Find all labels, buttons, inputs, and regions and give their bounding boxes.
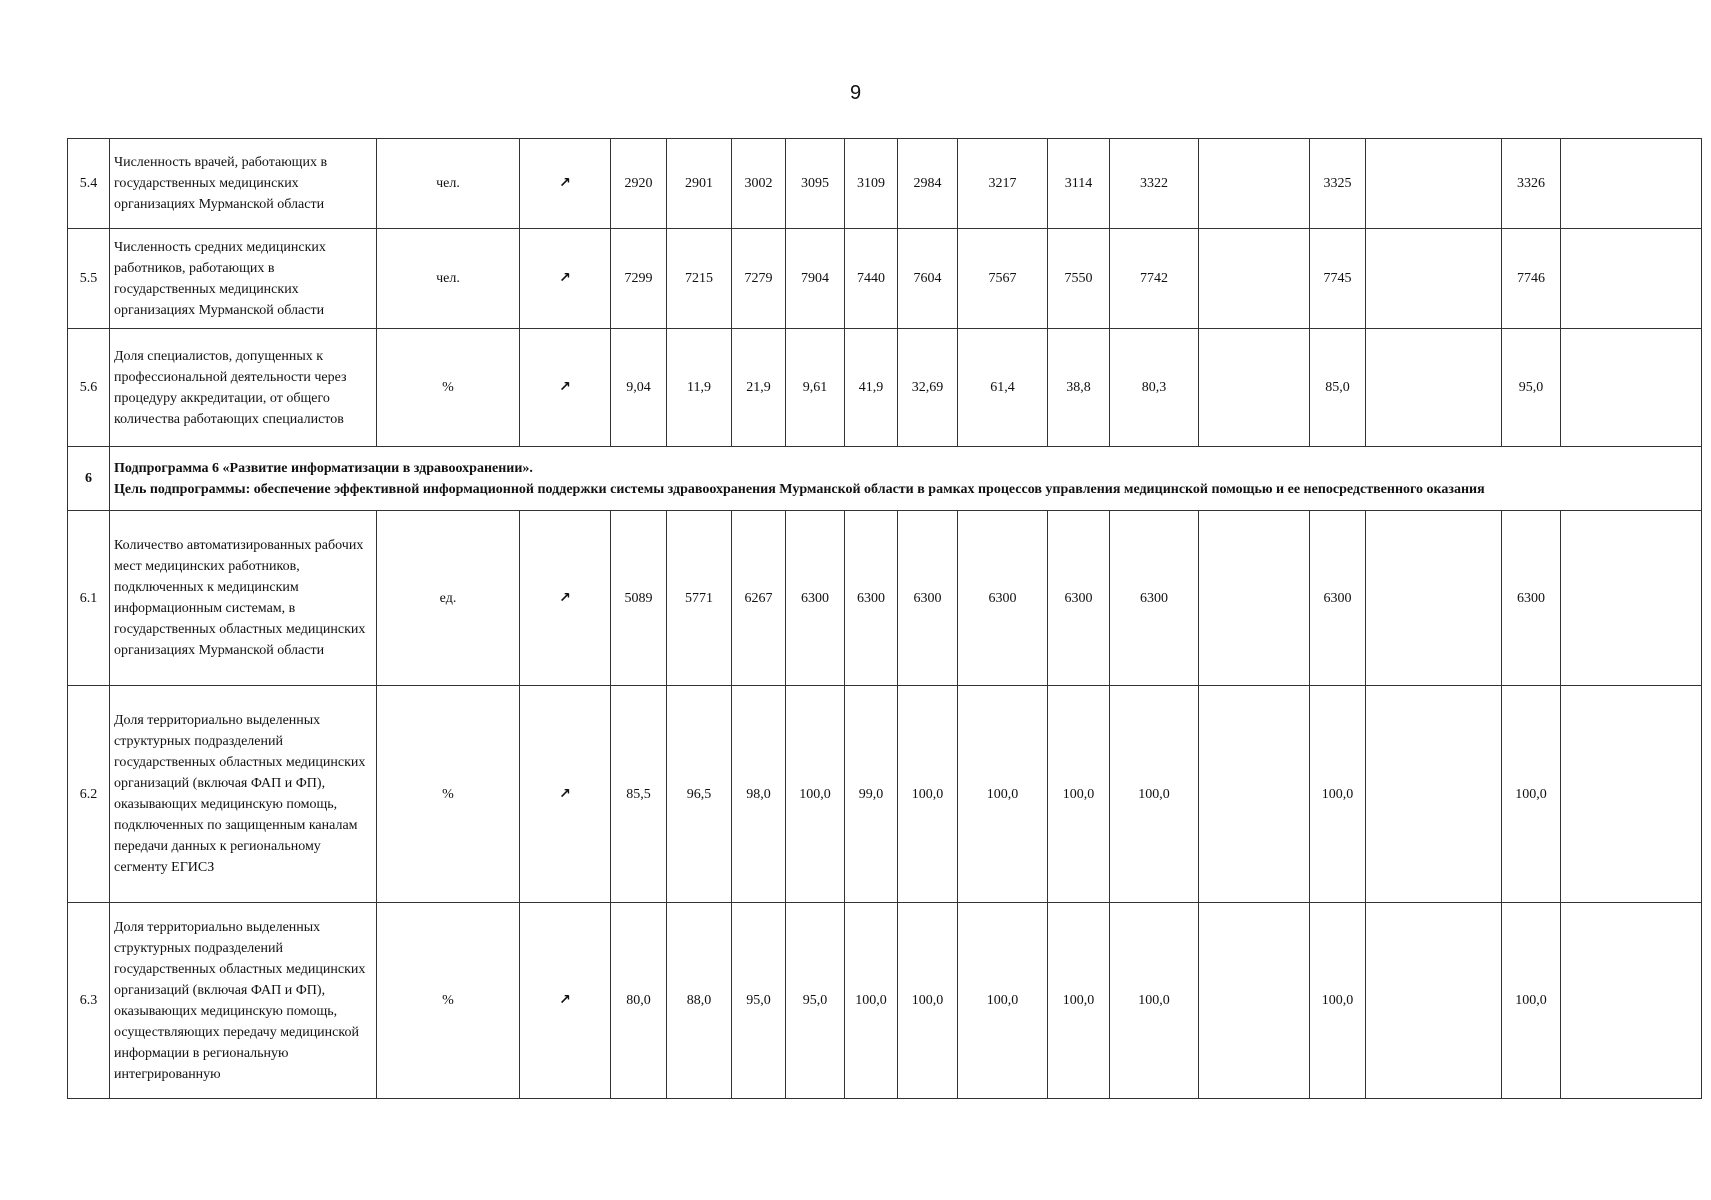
- value-cell: 96,5: [667, 686, 732, 903]
- subprogram-header: [110, 447, 1702, 511]
- row-number: 5.4: [68, 139, 110, 229]
- unit-cell: %: [377, 903, 520, 1099]
- value-cell: 9,61: [786, 329, 845, 447]
- value-cell: 2901: [667, 139, 732, 229]
- value-cell: 3326: [1502, 139, 1561, 229]
- row-number: 5.5: [68, 229, 110, 329]
- value-cell: [1199, 903, 1310, 1099]
- value-cell: 85,0: [1310, 329, 1366, 447]
- value-cell: [1199, 511, 1310, 686]
- page-number: 9: [849, 82, 862, 104]
- table-row: [68, 903, 1702, 1099]
- value-cell: 38,8: [1048, 329, 1110, 447]
- value-cell: 100,0: [1110, 686, 1199, 903]
- value-cell: 6267: [732, 511, 786, 686]
- row-number: 6.2: [68, 686, 110, 903]
- value-cell: 32,69: [898, 329, 958, 447]
- value-cell: 5089: [611, 511, 667, 686]
- value-cell: [1366, 511, 1502, 686]
- value-cell: 7440: [845, 229, 898, 329]
- trend-arrow-icon: ↗: [520, 903, 611, 1099]
- value-cell: [1366, 903, 1502, 1099]
- value-cell: 3095: [786, 139, 845, 229]
- indicator-name: Доля территориально выделенных структурных подразделений государственных областных медицинских организаций (включая ФАП и ФП), оказывающих медицинскую помощь, осуществляющих передачу медицинской информации в региональную интегрированную: [110, 903, 377, 1099]
- unit-cell: чел.: [377, 229, 520, 329]
- trend-arrow-icon: ↗: [520, 511, 611, 686]
- indicator-name: Численность средних медицинских работников, работающих в государственных медицинских организациях Мурманской области: [110, 229, 377, 329]
- value-cell: [1366, 139, 1502, 229]
- value-cell: 3325: [1310, 139, 1366, 229]
- indicator-name: Доля специалистов, допущенных к профессиональной деятельности через процедуру аккредитации, от общего количества работающих специалистов: [110, 329, 377, 447]
- value-cell: 2920: [611, 139, 667, 229]
- value-cell: 7215: [667, 229, 732, 329]
- value-cell: 100,0: [1502, 903, 1561, 1099]
- value-cell: 80,3: [1110, 329, 1199, 447]
- value-cell: 98,0: [732, 686, 786, 903]
- value-cell: 80,0: [611, 903, 667, 1099]
- value-cell: 7550: [1048, 229, 1110, 329]
- value-cell: [1561, 329, 1702, 447]
- value-cell: [1199, 329, 1310, 447]
- indicator-name: Количество автоматизированных рабочих мест медицинских работников, подключенных к медицинским информационным системам, в государственных областных медицинских организациях Мурманской области: [110, 511, 377, 686]
- value-cell: 6300: [786, 511, 845, 686]
- value-cell: 6300: [1048, 511, 1110, 686]
- value-cell: 95,0: [786, 903, 845, 1099]
- value-cell: 88,0: [667, 903, 732, 1099]
- trend-arrow-icon: ↗: [520, 686, 611, 903]
- value-cell: [1199, 139, 1310, 229]
- value-cell: 9,04: [611, 329, 667, 447]
- value-cell: [1199, 229, 1310, 329]
- value-cell: 6300: [898, 511, 958, 686]
- indicator-name: Доля территориально выделенных структурных подразделений государственных областных медицинских организаций (включая ФАП и ФП), оказывающих медицинскую помощь, подключенных по защищенным каналам передачи данных к региональному сегменту ЕГИСЗ: [110, 686, 377, 903]
- indicators-table: [67, 138, 1702, 1099]
- value-cell: 95,0: [732, 903, 786, 1099]
- value-cell: 100,0: [898, 903, 958, 1099]
- value-cell: 21,9: [732, 329, 786, 447]
- value-cell: 7746: [1502, 229, 1561, 329]
- trend-arrow-icon: ↗: [520, 229, 611, 329]
- value-cell: 3217: [958, 139, 1048, 229]
- value-cell: 100,0: [898, 686, 958, 903]
- value-cell: 7604: [898, 229, 958, 329]
- value-cell: 7742: [1110, 229, 1199, 329]
- value-cell: 3114: [1048, 139, 1110, 229]
- value-cell: 100,0: [1310, 686, 1366, 903]
- row-number: 6.3: [68, 903, 110, 1099]
- value-cell: 7745: [1310, 229, 1366, 329]
- subprogram-row: [68, 447, 1702, 511]
- value-cell: 6300: [958, 511, 1048, 686]
- value-cell: 100,0: [1048, 686, 1110, 903]
- table-row: [68, 329, 1702, 447]
- value-cell: 3002: [732, 139, 786, 229]
- value-cell: 100,0: [1310, 903, 1366, 1099]
- value-cell: [1561, 139, 1702, 229]
- value-cell: [1561, 686, 1702, 903]
- subprogram-number: 6: [68, 447, 110, 511]
- value-cell: 6300: [1110, 511, 1199, 686]
- value-cell: [1366, 229, 1502, 329]
- unit-cell: чел.: [377, 139, 520, 229]
- table-row: [68, 511, 1702, 686]
- indicator-name: Численность врачей, работающих в государственных медицинских организациях Мурманской области: [110, 139, 377, 229]
- row-number: 6.1: [68, 511, 110, 686]
- subprogram-goal: Цель подпрограммы: обеспечение эффективной информационной поддержки системы здравоохранения Мурманской области в рамках процессов управления медицинской помощью и ее непосредственного оказания: [114, 481, 1485, 497]
- value-cell: 99,0: [845, 686, 898, 903]
- value-cell: 2984: [898, 139, 958, 229]
- row-number: 5.6: [68, 329, 110, 447]
- trend-arrow-icon: ↗: [520, 329, 611, 447]
- value-cell: [1561, 903, 1702, 1099]
- value-cell: 100,0: [958, 686, 1048, 903]
- value-cell: 7299: [611, 229, 667, 329]
- value-cell: 100,0: [845, 903, 898, 1099]
- value-cell: 6300: [1310, 511, 1366, 686]
- value-cell: 100,0: [1110, 903, 1199, 1099]
- value-cell: 11,9: [667, 329, 732, 447]
- value-cell: [1199, 686, 1310, 903]
- value-cell: 100,0: [958, 903, 1048, 1099]
- unit-cell: ед.: [377, 511, 520, 686]
- subprogram-title: Подпрограмма 6 «Развитие информатизации в здравоохранении».: [114, 460, 533, 476]
- value-cell: 6300: [1502, 511, 1561, 686]
- value-cell: [1366, 329, 1502, 447]
- value-cell: [1366, 686, 1502, 903]
- table-row: [68, 139, 1702, 229]
- value-cell: [1561, 511, 1702, 686]
- value-cell: 100,0: [1048, 903, 1110, 1099]
- value-cell: 3109: [845, 139, 898, 229]
- table-row: [68, 229, 1702, 329]
- value-cell: 6300: [845, 511, 898, 686]
- value-cell: 85,5: [611, 686, 667, 903]
- value-cell: 61,4: [958, 329, 1048, 447]
- value-cell: 100,0: [1502, 686, 1561, 903]
- value-cell: 41,9: [845, 329, 898, 447]
- value-cell: [1561, 229, 1702, 329]
- value-cell: 7279: [732, 229, 786, 329]
- value-cell: 7904: [786, 229, 845, 329]
- value-cell: 7567: [958, 229, 1048, 329]
- trend-arrow-icon: ↗: [520, 139, 611, 229]
- unit-cell: %: [377, 686, 520, 903]
- value-cell: 5771: [667, 511, 732, 686]
- value-cell: 100,0: [786, 686, 845, 903]
- value-cell: 3322: [1110, 139, 1199, 229]
- table-row: [68, 686, 1702, 903]
- value-cell: 95,0: [1502, 329, 1561, 447]
- unit-cell: %: [377, 329, 520, 447]
